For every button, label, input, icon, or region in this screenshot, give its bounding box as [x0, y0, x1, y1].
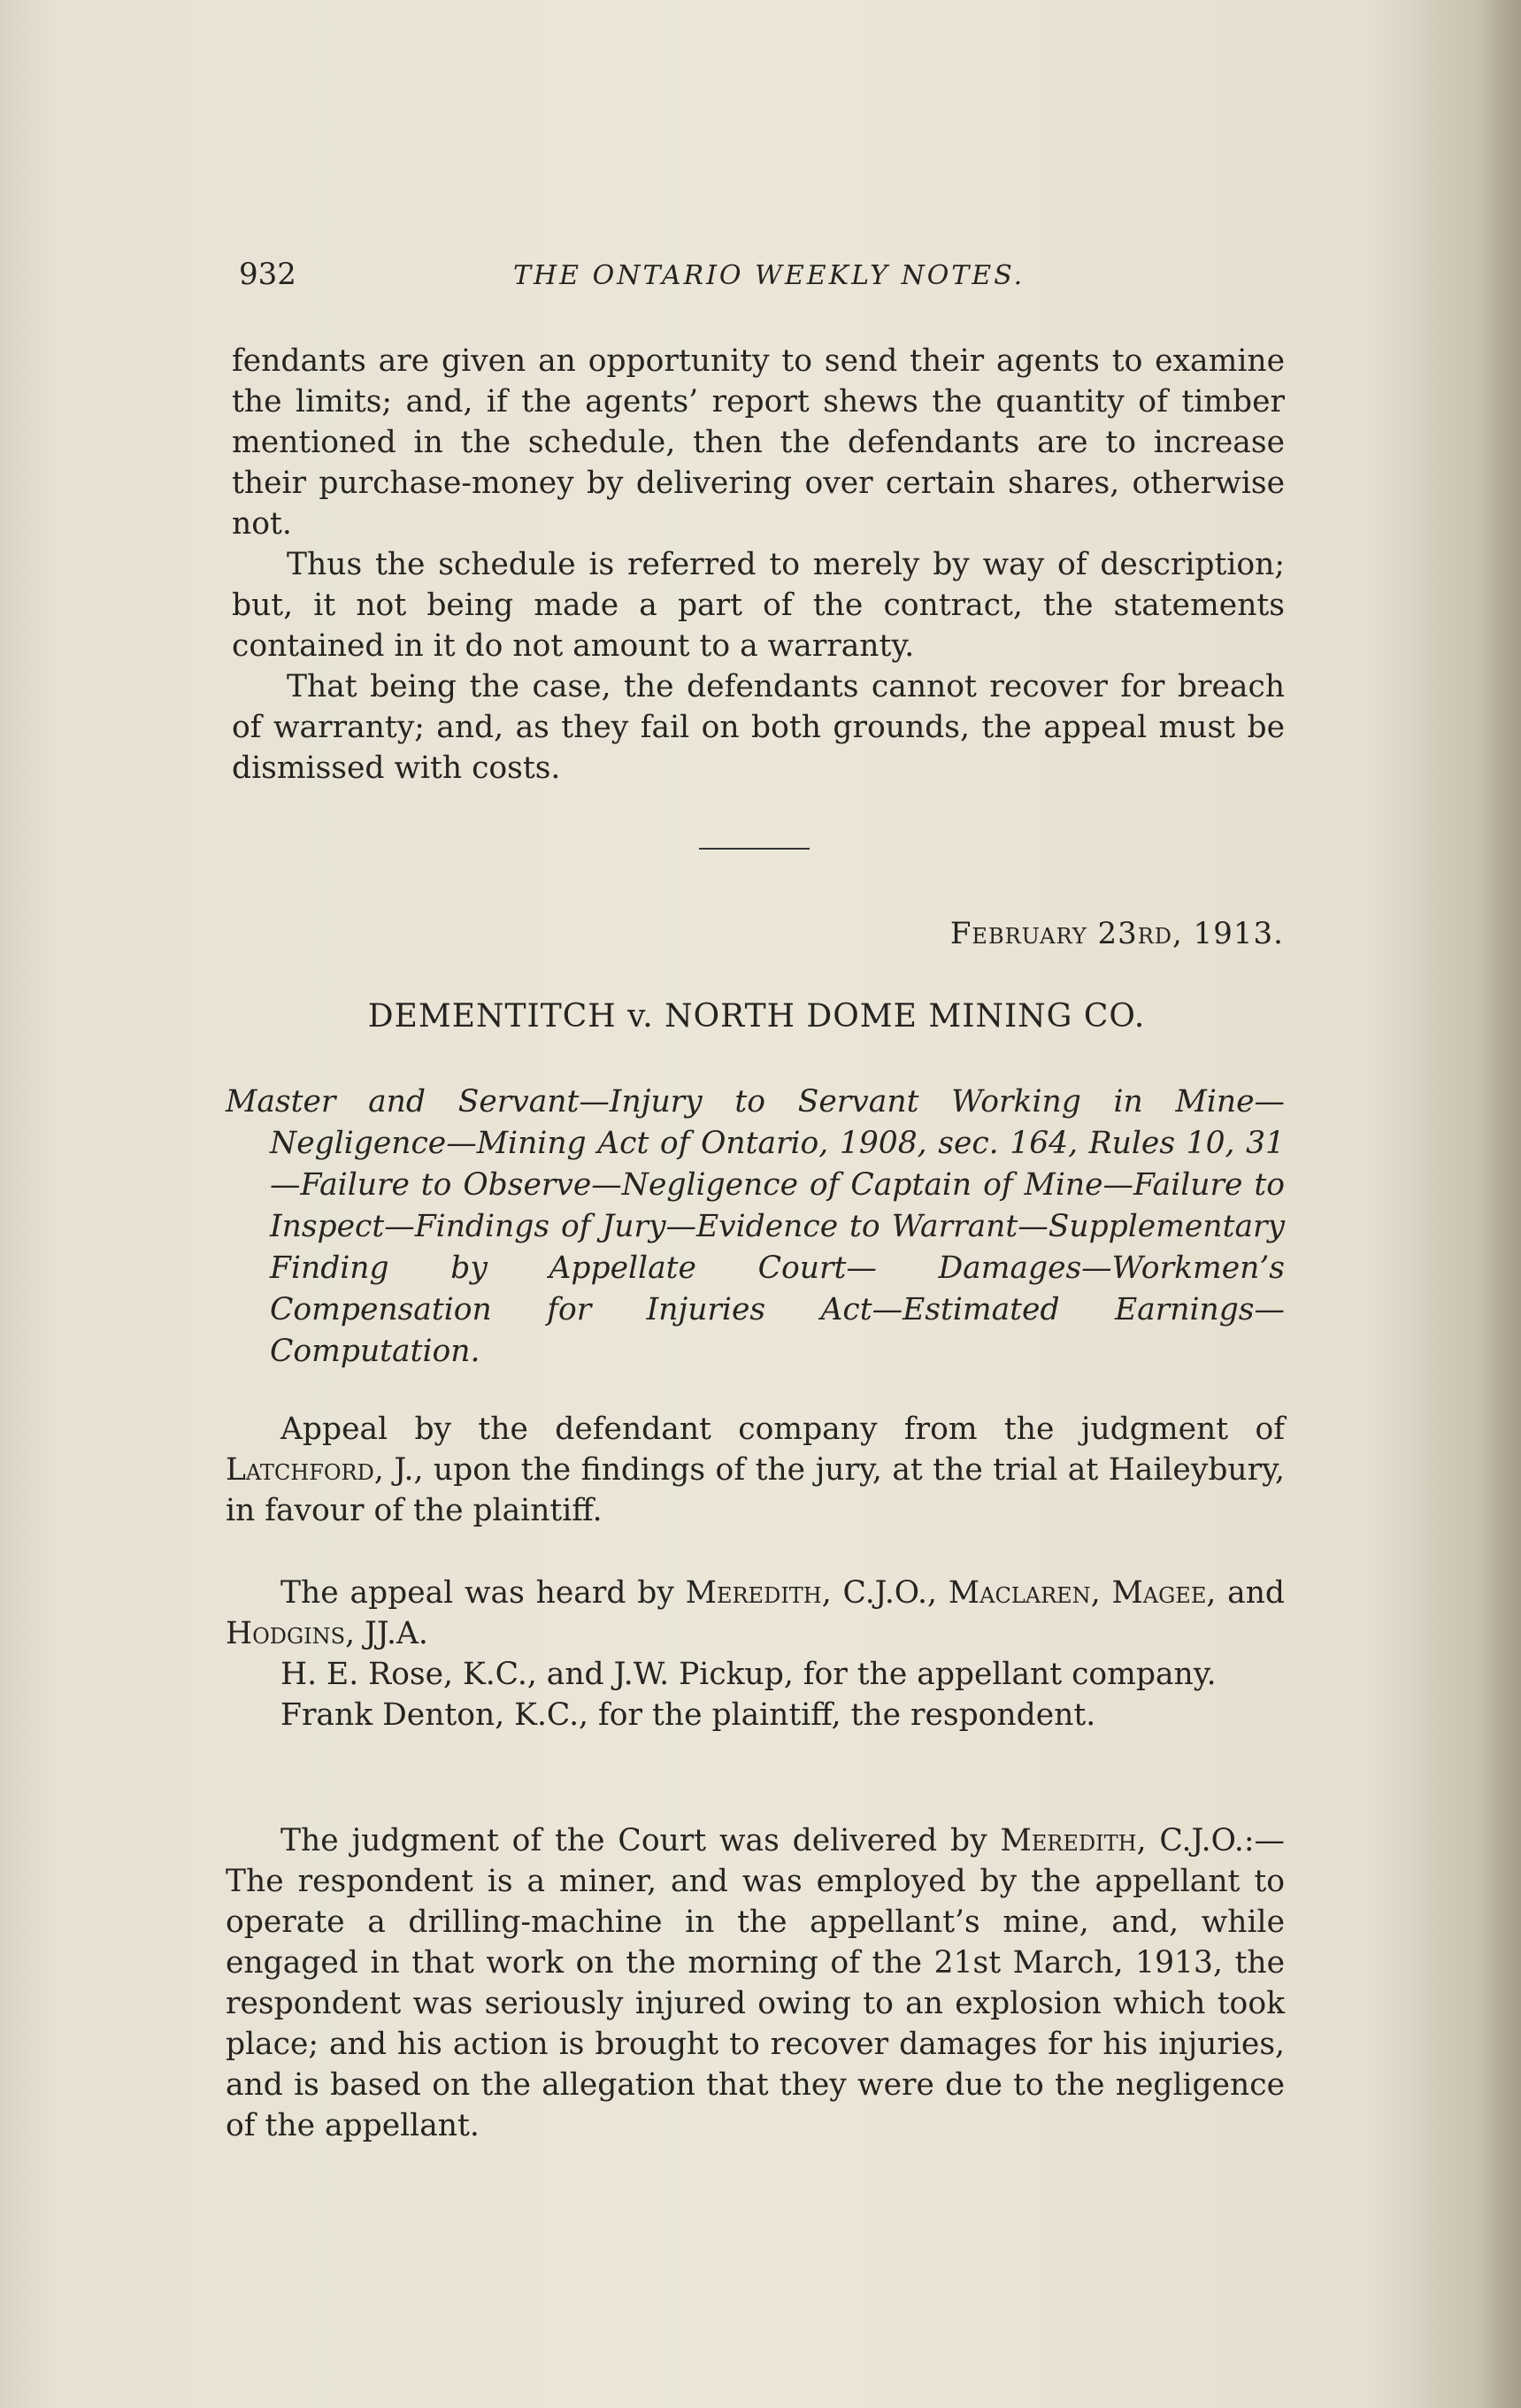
separator: , JJ.A.: [345, 1616, 428, 1651]
continuation-text: [232, 341, 1285, 789]
hearing-and-counsel: [226, 1573, 1285, 1735]
counsel-respondent: Frank Denton, K.C., for the plaintiff, the respondent.: [280, 1697, 1096, 1733]
appeal-statement: [226, 1409, 1285, 1531]
judge-name: Hodgins: [226, 1616, 346, 1651]
decision-date: February 23rd, 1913.: [949, 916, 1284, 951]
page-edge-shadow: [1481, 0, 1521, 2408]
judge-name: Meredith: [685, 1575, 822, 1611]
paragraph: Thus the schedule is referred to merely by way of description; but, it not being made a part of the contract, the statements contained in it do not amount to a warranty.: [232, 547, 1285, 664]
paragraph: fendants are given an opportunity to send their agents to examine the limits; and, if the agents’ report shews the quantity of timber mentioned in the schedule, then the defendants are to increase their purchase-money by delivering over certain shares, otherwise not.: [232, 343, 1285, 542]
headnote: Master and Servant—Injury to Servant Working in Mine—Negligence—Mining Act of Ontario, 1908, sec. 164, Rules 10, 31—Failure to Observe—Negligence of Captain of Mine—Failure to Inspect—Findings of Jury—Evidence to Warrant—Supplementary Finding by Appellate Court— Damages—Workmen’s Compensation for Injuries Act—Estimated Earnings—Computation.: [226, 1084, 1285, 1369]
paragraph: [226, 1820, 1285, 2146]
hearing-intro: The appeal was heard by: [280, 1575, 686, 1611]
separator: ,: [1090, 1575, 1112, 1611]
section-divider: [699, 848, 810, 850]
appeal-prefix: Appeal by the defendant company from the judgment of: [280, 1412, 1285, 1447]
case-title: DEMENTITCH v. NORTH DOME MINING CO.: [367, 998, 1146, 1035]
paragraph: [226, 1409, 1285, 1531]
page-header: [239, 257, 1283, 301]
judgment-intro: The judgment of the Court was delivered by: [280, 1823, 1001, 1858]
appeal-suffix: , J., upon the findings of the jury, at the trial at Haileybury, in favour of the plaintiff.: [226, 1452, 1285, 1528]
paragraph: That being the case, the defendants cannot recover for breach of warranty; and, as they fail on both grounds, the appeal must be dismissed with costs.: [232, 669, 1285, 786]
running-title: THE ONTARIO WEEKLY NOTES.: [513, 260, 1026, 291]
separator: , and: [1206, 1575, 1285, 1611]
hearing-paragraph: [226, 1573, 1285, 1654]
judge-name: Meredith: [1000, 1823, 1137, 1858]
separator: , C.J.O.,: [821, 1575, 949, 1611]
judgment-text: [226, 1820, 1285, 2146]
judge-name: Maclaren: [948, 1575, 1091, 1611]
trial-judge: Latchford: [226, 1452, 374, 1488]
judgment-body: , C.J.O.:—The respondent is a miner, and was employed by the appellant to operate a drilling-machine in the appellant’s mine, and, while engaged in that work on the morning of the 21st March, 1913, the respondent was seriously injured owing to an explosion which took place; and his action is brought to recover damages for his injuries, and is based on the allegation that they were due to the negligence of the appellant.: [226, 1823, 1285, 2143]
judge-name: Magee: [1111, 1575, 1207, 1611]
counsel-appellant: H. E. Rose, K.C., and J.W. Pickup, for the appellant company.: [280, 1657, 1217, 1692]
page-number: 932: [239, 257, 296, 292]
